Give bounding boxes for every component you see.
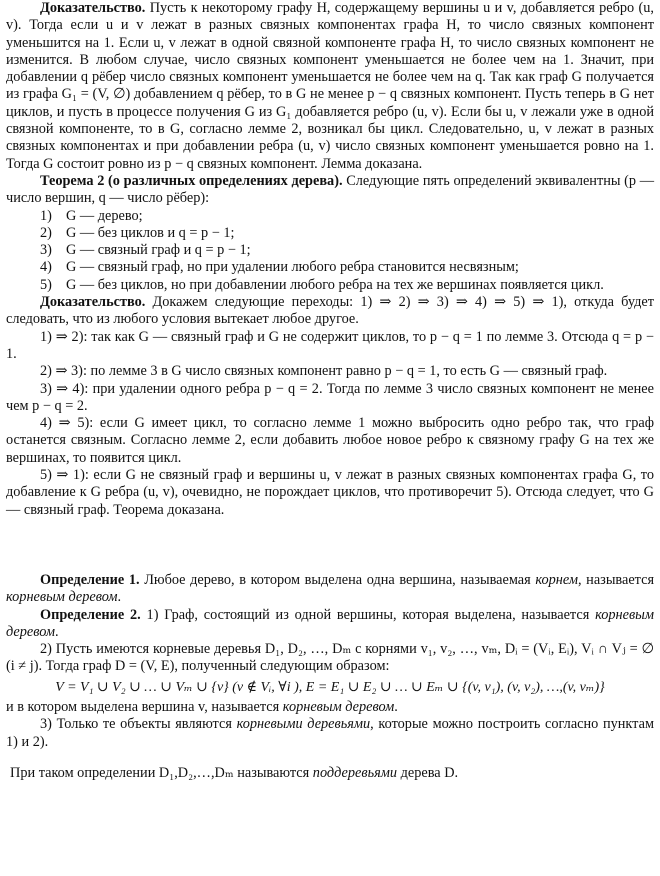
- proof-lemma-paragraph: [6, 0, 654, 173]
- list-item-text: G — без циклов и q = p − 1;: [66, 224, 235, 241]
- definition-term: корнем: [535, 571, 578, 588]
- proof-step: 4) ⇒ 5): если G имеет цикл, то согласно лемме 1 можно выбросить одно ребро так, что граф останется связным. Согласно лемме 2, если добавить любое новое ребро к связному графу G на тех же вершинах, то появится цикл.: [6, 415, 654, 466]
- definition-2-paragraph: [6, 607, 654, 642]
- proof-text: Пусть к некоторому графу H, содержащему вершины u и v, добавляется ребро (u, v). Тогда если u и v лежат в разных связных компонентах графа H, то число связных компонент уменьшится на 1. Если u, v лежат в одной связной компоненте графа H, то число связных компонент не изменится. В любом случае, число связных компонент уменьшается не более чем на 1. Значит, при добавлении q рёбер число связных компонент уменьшается не более чем на q. Так как граф G получается из графа G₁ = (V, ∅) добавлением q рёбер, то в G не менее p − q связных компонент. Пусть теперь в G нет циклов, и пусть в процессе получения G из G₁ добавляется ребро (u, v). Если бы u, v лежали уже в одной связной компоненте, то в G, согласно лемме 2, возникал бы цикл. Следовательно, u, v лежат в разных связных компонентах и при добавлении ребра (u, v) число связных компонент уменьшается ровно на 1. Тогда G состоит ровно из p − q связных компонент. Лемма доказана.: [6, 0, 654, 172]
- note-term: поддеревьями: [312, 764, 398, 781]
- definition-text: , которые можно построить согласно пунктам 1) и 2).: [6, 716, 654, 750]
- list-item-number: 1): [40, 207, 52, 224]
- note-text: дерева D.: [400, 764, 459, 781]
- list-item: [6, 208, 654, 225]
- definition-term: корневым деревом: [6, 606, 654, 640]
- list-item-number: 2): [40, 224, 52, 241]
- proof-step: 2) ⇒ 3): по лемме 3 в G число связных компонент равно p − q = 1, то есть G — связный граф.: [40, 363, 608, 380]
- definition-text: Любое дерево, в котором выделена одна вершина, называемая: [144, 571, 531, 588]
- definition-text: .: [394, 698, 398, 715]
- definition-text: .: [117, 589, 122, 606]
- list-item-text: G — дерево;: [66, 207, 143, 224]
- definition-text: и в котором выделена вершина v, называется: [6, 698, 280, 715]
- definition-text: .: [55, 623, 59, 640]
- list-item-text: G — связный граф, но при удалении любого ребра становится несвязным;: [66, 259, 519, 276]
- list-item-number: 5): [40, 276, 52, 293]
- definition-term: корневыми деревьями: [236, 716, 371, 733]
- list-item: [6, 259, 654, 276]
- proof-intro: Докажем следующие переходы: 1) ⇒ 2) ⇒ 3) ⇒ 4) ⇒ 5) ⇒ 1), откуда будет следовать, что из любого условия вытекает любое другое.: [6, 294, 654, 328]
- section-spacer: [6, 519, 654, 572]
- list-item: [6, 242, 654, 259]
- tree-definitions-list: [6, 208, 654, 294]
- list-item: [6, 225, 654, 242]
- definition-2-item-2-end: [6, 699, 654, 716]
- definition-term: корневым деревом: [6, 589, 118, 606]
- definition-label: Определение 2.: [40, 606, 141, 623]
- list-item-number: 3): [40, 242, 52, 259]
- note-text: При таком определении D₁,D₂,…,Dₘ называются: [10, 764, 310, 781]
- list-item-number: 4): [40, 259, 52, 276]
- list-item-text: G — без циклов, но при добавлении любого ребра на тех же вершинах появляется цикл.: [66, 276, 604, 293]
- proof-theorem-paragraph: [6, 294, 654, 329]
- proof-step: 3) ⇒ 4): при удалении одного ребра p − q = 2. Тогда по лемме 3 число связных компонент не менее чем p − q = 2.: [6, 380, 654, 414]
- theorem-text: Следующие пять определений эквивалентны (p — число вершин, q — число рёбер):: [6, 172, 654, 207]
- proof-label: Доказательство.: [40, 294, 146, 311]
- subtree-note: [6, 765, 654, 782]
- definition-2-item-2: 2) Пусть имеются корневые деревья D₁, D₂, …, Dₘ с корнями v₁, v₂, …, vₘ, Dᵢ = (Vᵢ, Eᵢ), Vᵢ ∩ Vⱼ = ∅ (i ≠ j). Тогда граф D = (V, E), полученный следующим образом:: [6, 641, 654, 675]
- proof-step: 5) ⇒ 1): если G не связный граф и вершины u, v лежат в разных связных компонентах графа G, то добавление к G ребра (u, v), очевидно, не порождает циклов, что противоречит 5). Отсюда следует, что G — связный граф. Теорема доказана.: [6, 467, 654, 518]
- definition-text: 3) Только те объекты являются: [40, 716, 232, 733]
- definition-label: Определение 1.: [40, 571, 140, 588]
- rooted-tree-formula: V = V₁ ∪ V₂ ∪ … ∪ Vₘ ∪ {v} (v ∉ Vᵢ, ∀i ), E = E₁ ∪ E₂ ∪ … ∪ Eₘ ∪ {(v, v₁), (v, v₂), …,(v, vₘ)}: [55, 679, 605, 695]
- definition-term: корневым деревом: [282, 698, 395, 715]
- list-item-text: G — связный граф и q = p − 1;: [66, 242, 251, 259]
- proof-step: 1) ⇒ 2): так как G — связный граф и G не содержит циклов, то p − q = 1 по лемме 3. Отсюда q = p − 1.: [6, 328, 654, 362]
- theorem-2-paragraph: [6, 173, 654, 208]
- definition-text: 1) Граф, состоящий из одной вершины, которая выделена, называется: [146, 606, 590, 623]
- list-item: [6, 277, 654, 294]
- proof-label: Доказательство.: [40, 0, 146, 16]
- definition-text: , называется: [578, 571, 655, 588]
- definition-2-item-3: [6, 716, 654, 751]
- definition-1-paragraph: [6, 572, 654, 607]
- theorem-label: Теорема 2 (о различных определениях дерева).: [40, 172, 343, 189]
